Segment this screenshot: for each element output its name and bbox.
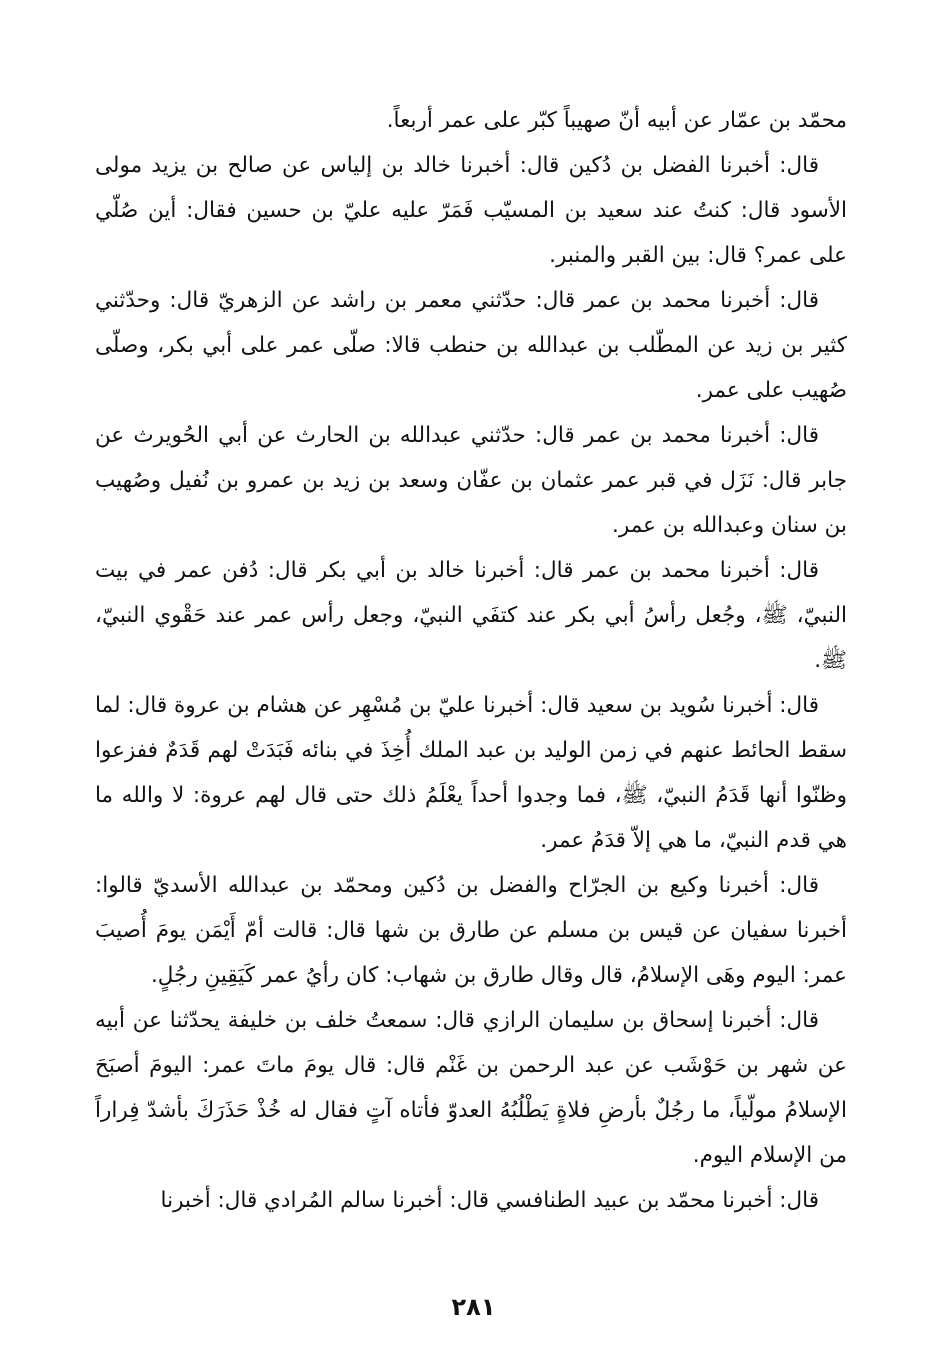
paragraph: قال: أخبرنا سُويد بن سعيد قال: أخبرنا عليّ بن مُسْهِر عن هشام بن عروة قال: لما سقط الحائط عنهم في زمن الوليد بن عبد الملك أُخِذَ في بنائه فَبَدَتْ لهم قَدَمٌ ففزعوا وظنّوا أنها قَدَمُ النبيّ، ﷺ، فما وجدوا أحداً يعْلَمُ ذلك حتى قال لهم عروة: لا والله ما هي قدم النبيّ، ما هي إلاّ قدَمُ عمر.	[95, 693, 847, 853]
page-number: ٢٨١	[451, 1293, 496, 1321]
paragraph: قال: أخبرنا محمد بن عمر قال: حدّثني معمر بن راشد عن الزهريّ قال: وحدّثني كثير بن زيد عن المطّلب بن عبدالله بن حنطب قالا: صلّى عمر على أبي بكر، وصلّى صُهيب على عمر.	[95, 288, 847, 403]
paragraph: قال: أخبرنا إسحاق بن سليمان الرازي قال: سمعتُ خلف بن خليفة يحدّثنا عن أبيه عن شهر بن حَوْشَب عن عبد الرحمن بن غَنْم قال: قال يومَ ماتَ عمر: اليومَ أصبَحَ الإسلامُ مولّياً، ما رجُلٌ بأرضِ فلاةٍ يَطْلُبُهُ العدوّ فأتاه آتٍ فقال له خُذْ حَذَرَكَ بأشدّ فِراراً من الإسلام اليوم.	[95, 1008, 847, 1168]
paragraph: قال: أخبرنا محمد بن عمر قال: أخبرنا خالد بن أبي بكر قال: دُفن عمر في بيت النبيّ، ﷺ، وجُعل رأسُ أبي بكر عند كتفَي النبيّ، وجعل رأس عمر عند حَقْوي النبيّ، ﷺ.	[95, 558, 847, 673]
page-body	[95, 98, 847, 1223]
paragraph: قال: أخبرنا وكيع بن الجرّاح والفضل بن دُكين ومحمّد بن عبدالله الأسديّ قالوا: أخبرنا سفيان عن قيس بن مسلم عن طارق بن شها قال: قالت أمّ أَيْمَن يومَ أُصيبَ عمر: اليوم وهَى الإسلامُ، قال وقال طارق بن شهاب: كان رأيُ عمر كَيَقِينِ رجُلٍ.	[95, 873, 847, 988]
paragraph: قال: أخبرنا محمد بن عمر قال: حدّثني عبدالله بن الحارث عن أبي الحُويرث عن جابر قال: نَزَل في قبر عمر عثمان بن عفّان وسعد بن زيد بن عمرو بن نُفيل وصُهيب بن سنان وعبدالله بن عمر.	[95, 423, 847, 538]
paragraph: قال: أخبرنا الفضل بن دُكين قال: أخبرنا خالد بن إلياس عن صالح بن يزيد مولى الأسود قال: كنتُ عند سعيد بن المسيّب فَمَرّ عليه عليّ بن حسين فقال: أين صُلّي على عمر؟ قال: بين القبر والمنبر.	[95, 153, 847, 268]
paragraph: قال: أخبرنا محمّد بن عبيد الطنافسي قال: أخبرنا سالم المُرادي قال: أخبرنا	[160, 1188, 819, 1213]
paragraph-continuation: محمّد بن عمّار عن أبيه أنّ صهيباً كبّر على عمر أربعاً.	[386, 108, 847, 133]
